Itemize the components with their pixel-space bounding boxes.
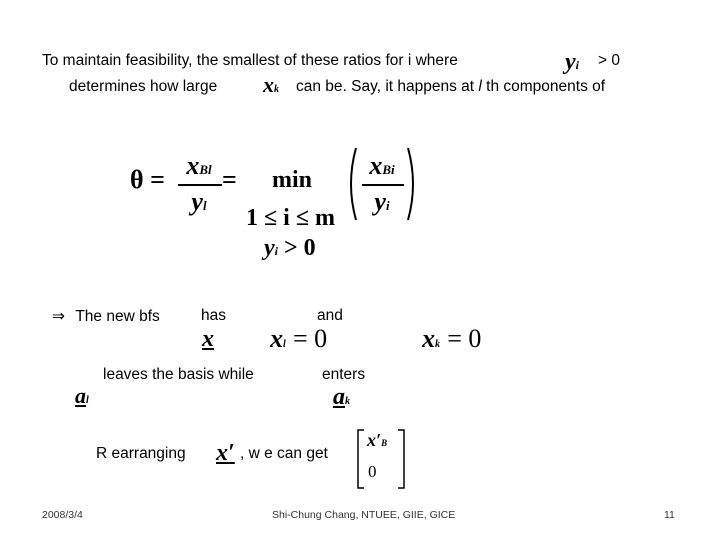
a-k-symbol: ak [333,384,350,410]
min-condition-positive: yi > 0 [264,235,316,261]
intro-line2-prefix: determines how large [69,78,218,95]
left-fraction-denominator: yl [191,187,207,216]
new-bfs-line: ⇒ The new bfs [52,308,160,325]
intro-text-line2: can be. Say, it happens at l th components of [296,78,606,95]
footer-date: 2008/3/4 [42,509,83,521]
x-prime-symbol: x′ [216,440,235,466]
left-fraction-numerator: xBl [186,151,212,180]
right-bracket [398,430,404,488]
rearranging-text: R earranging [96,445,186,462]
min-condition-range: 1 ≤ i ≤ m [246,205,336,231]
footer-author: Shi-Chung Chang, NTUEE, GIIE, GICE [272,509,456,521]
left-bracket [358,430,364,488]
right-fraction-denominator: yi [374,187,390,216]
intro-line1-prefix: To maintain feasibility, the smallest of these ratios for i where [42,52,458,69]
enters-text: enters [322,366,366,383]
x-l-equals-zero: xl = 0 [270,324,328,353]
implies-arrow: ⇒ [52,308,65,325]
has-text: has [201,307,226,324]
theta-equals: θ = [130,165,165,194]
right-fraction-numerator: xBi [369,151,395,180]
we-can-get-text: , w e can get [240,445,328,462]
greater-than-zero: > 0 [598,52,620,69]
intro-text-line1 [42,52,458,70]
equals-sign: = [222,165,237,194]
x-new-symbol: x [202,326,214,352]
vector-top-entry: x′B [367,430,388,450]
and-text: and [317,307,343,324]
right-paren [408,148,413,220]
y-i-symbol: yi [565,49,579,75]
left-paren [351,148,356,220]
leaves-basis-text: leaves the basis while [103,366,254,383]
vector-bottom-entry: 0 [368,462,377,481]
footer-page-number: 11 [664,509,675,521]
min-operator: min [272,167,313,193]
a-l-symbol: al [75,383,89,408]
l-italic: l [478,78,482,95]
x-k-equals-zero: xk = 0 [422,324,482,353]
x-k-symbol: xk [263,72,279,97]
